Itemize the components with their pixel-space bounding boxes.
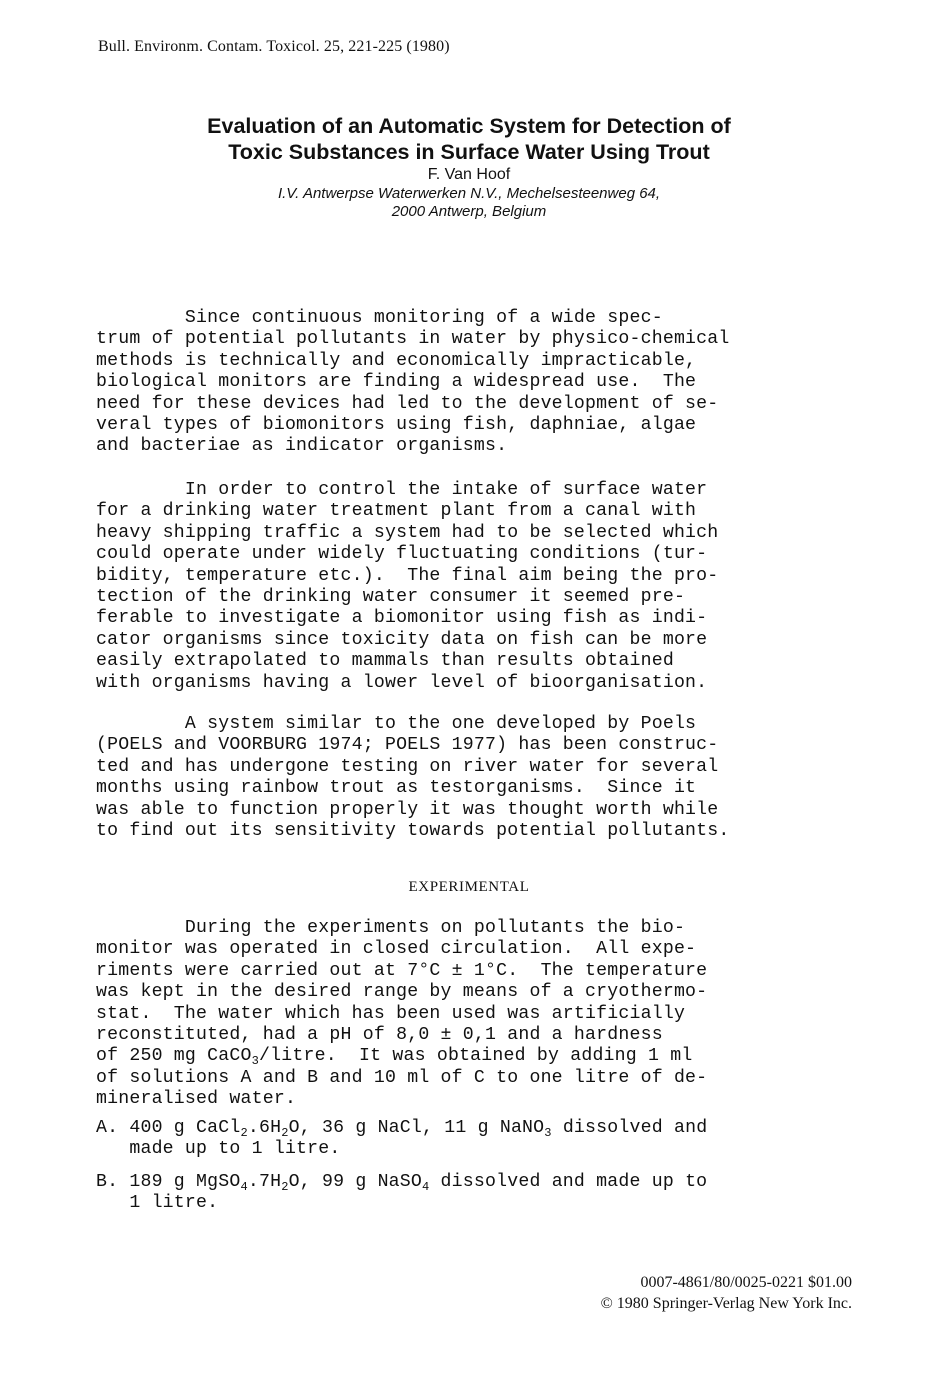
subscript: 2 (281, 1180, 289, 1194)
journal-citation: Bull. Environm. Contam. Toxicol. 25, 221-225 (1980) (98, 38, 450, 55)
experimental-text-1: During the experiments on pollutants the bio- monitor was operated in closed circulation. All expe- riments were carried out at 7°C ± 1°C. The temperature was kept in the desired range by means of a cryothermo- stat. The water which has been used was artificially reconstituted, had a pH of 8,0 ± 0,1 and a hardness of 250 mg CaCO (96, 918, 708, 1067)
solution-a-text-4: dissolved and made up to 1 litre. (129, 1118, 708, 1160)
experimental-text-2: /litre. It was obtained by adding 1 ml of solutions A and B and 10 ml of C to one litre of de- mineralised water. (96, 1046, 708, 1110)
copyright-notice: © 1980 Springer-Verlag New York Inc. (600, 1295, 852, 1312)
author-name: F. Van Hoof (427, 166, 511, 183)
solution-a-text-3: O, 36 g NaCl, 11 g NaNO (288, 1118, 545, 1138)
subscript: 3 (544, 1126, 552, 1140)
article-header (0, 113, 938, 221)
solution-b (96, 1172, 707, 1215)
paragraph-system: A system similar to the one developed by Poels (POELS and VOORBURG 1974; POELS 1977) has been construc- ted and has undergone testing on river water for several months using rainbow trout as testorganisms. Since it was able to function properly it was thought worth while to find out its sensitivity towards potential pollutants. (96, 714, 730, 842)
article-title-line-2: Toxic Substances in Surface Water Using Trout (228, 140, 710, 164)
subscript: 2 (240, 1126, 248, 1140)
article-code: 0007-4861/80/0025-0221 $01.00 (640, 1274, 852, 1291)
paragraph-experimental (96, 918, 707, 1111)
page-footer (601, 1272, 852, 1314)
section-heading-experimental: EXPERIMENTAL (408, 879, 530, 895)
subscript: 3 (251, 1054, 260, 1069)
solution-b-text-4: dissolved and made up to 1 litre. (129, 1172, 708, 1214)
solution-a (96, 1118, 707, 1161)
solution-a-text-1: A. 400 g CaCl (96, 1118, 241, 1138)
article-title-line-1: Evaluation of an Automatic System for Detection of (207, 114, 731, 138)
solution-a-text-2: .6H (247, 1118, 282, 1138)
affiliation-line-2: 2000 Antwerp, Belgium (391, 203, 547, 220)
subscript: 4 (422, 1180, 430, 1194)
solution-b-text-1: B. 189 g MgSO (96, 1172, 241, 1192)
paragraph-intro: Since continuous monitoring of a wide spec- trum of potential pollutants in water by physico-chemical methods is technically and economically impracticable, biological monitors are finding a widespread use. The need for these devices had led to the development of se- veral types of biomonitors using fish, daphniae, algae and bacteriae as indicator organisms. (96, 308, 730, 457)
affiliation-line-1: I.V. Antwerpse Waterwerken N.V., Mechelsesteenweg 64, (277, 185, 661, 202)
subscript: 4 (240, 1180, 248, 1194)
paragraph-intake: In order to control the intake of surface water for a drinking water treatment plant from a canal with heavy shipping traffic a system had to be selected which could operate under widely fluctuating conditions (tur- bidity, temperature etc.). The final aim being the pro- tection of the drinking water consumer it seemed pre- ferable to investigate a biomonitor using fish as indi- cator organisms since toxicity data on fish can be more easily extrapolated to mammals than results obtained with organisms having a lower level of bioorganisation. (96, 480, 719, 693)
solution-b-text-3: O, 99 g NaSO (288, 1172, 423, 1192)
subscript: 2 (281, 1126, 289, 1140)
solution-b-text-2: .7H (247, 1172, 282, 1192)
